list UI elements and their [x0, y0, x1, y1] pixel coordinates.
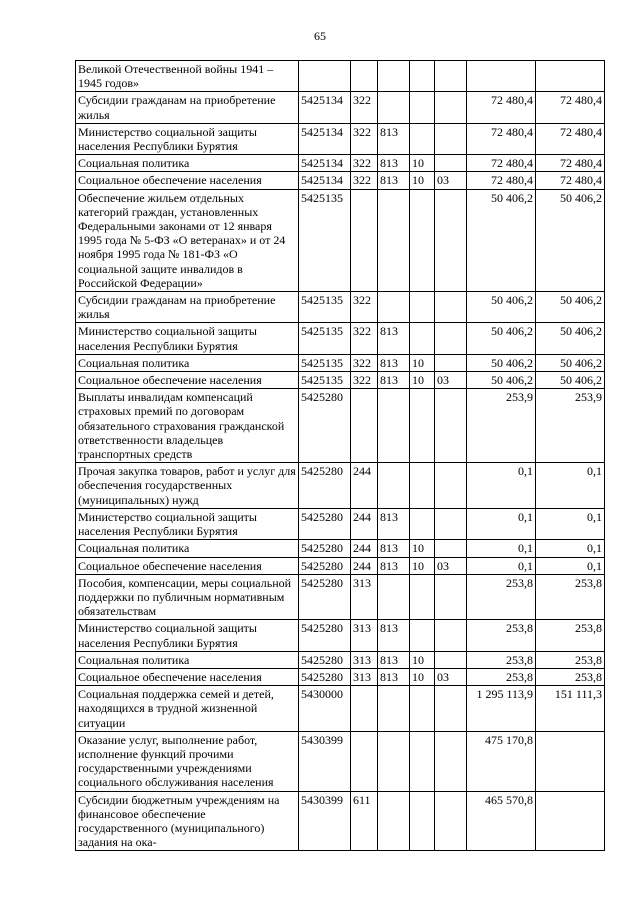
amount-year-2: 253,8 — [536, 620, 605, 651]
amount-year-1: 253,8 — [467, 574, 536, 620]
ministry-code: 813 — [378, 620, 410, 651]
row-name: Социальное обеспечение населения — [76, 557, 299, 574]
subsection-code — [435, 155, 467, 172]
amount-year-2: 253,9 — [536, 389, 605, 463]
amount-year-1: 253,9 — [467, 389, 536, 463]
expense-type-code: 322 — [351, 292, 378, 323]
ministry-code: 813 — [378, 372, 410, 389]
target-article-code — [299, 61, 351, 92]
amount-year-1: 50 406,2 — [467, 372, 536, 389]
ministry-code: 813 — [378, 123, 410, 154]
amount-year-2: 253,8 — [536, 574, 605, 620]
ministry-code — [378, 574, 410, 620]
expense-type-code: 313 — [351, 651, 378, 668]
ministry-code — [378, 61, 410, 92]
section-code — [410, 123, 435, 154]
target-article-code: 5425134 — [299, 92, 351, 123]
table-row — [76, 508, 605, 539]
ministry-code — [378, 463, 410, 509]
target-article-code: 5425280 — [299, 463, 351, 509]
row-name: Социальная политика — [76, 354, 299, 371]
row-name: Министерство социальной защиты населения Республики Бурятия — [76, 323, 299, 354]
amount-year-1: 0,1 — [467, 508, 536, 539]
expense-type-code: 244 — [351, 463, 378, 509]
row-name: Прочая закупка товаров, работ и услуг для обеспечения государственных (муниципальных) нужд — [76, 463, 299, 509]
section-code — [410, 61, 435, 92]
target-article-code: 5425135 — [299, 323, 351, 354]
amount-year-2: 151 111,3 — [536, 686, 605, 732]
expense-type-code — [351, 686, 378, 732]
ministry-code: 813 — [378, 323, 410, 354]
amount-year-1: 50 406,2 — [467, 354, 536, 371]
subsection-code — [435, 651, 467, 668]
subsection-code — [435, 508, 467, 539]
ministry-code — [378, 686, 410, 732]
section-code: 10 — [410, 668, 435, 685]
target-article-code: 5425135 — [299, 372, 351, 389]
amount-year-1: 50 406,2 — [467, 323, 536, 354]
amount-year-1 — [467, 61, 536, 92]
amount-year-2 — [536, 61, 605, 92]
expense-type-code: 313 — [351, 668, 378, 685]
ministry-code — [378, 791, 410, 851]
section-code — [410, 389, 435, 463]
expense-type-code: 244 — [351, 508, 378, 539]
ministry-code — [378, 292, 410, 323]
row-name: Субсидии гражданам на приобретение жилья — [76, 292, 299, 323]
amount-year-2: 0,1 — [536, 540, 605, 557]
ministry-code — [378, 189, 410, 291]
expense-type-code: 322 — [351, 172, 378, 189]
ministry-code: 813 — [378, 155, 410, 172]
amount-year-1: 50 406,2 — [467, 189, 536, 291]
expense-type-code: 322 — [351, 323, 378, 354]
amount-year-1: 0,1 — [467, 540, 536, 557]
ministry-code: 813 — [378, 354, 410, 371]
table-row — [76, 189, 605, 291]
row-name: Субсидии бюджетным учреждениям на финансовое обеспечение государственного (муниципального) задания на ока- — [76, 791, 299, 851]
table-row — [76, 389, 605, 463]
amount-year-2: 72 480,4 — [536, 123, 605, 154]
target-article-code: 5425135 — [299, 292, 351, 323]
table-row — [76, 574, 605, 620]
target-article-code: 5425135 — [299, 189, 351, 291]
section-code: 10 — [410, 354, 435, 371]
expense-type-code: 313 — [351, 574, 378, 620]
section-code — [410, 508, 435, 539]
amount-year-2: 50 406,2 — [536, 372, 605, 389]
table-row — [76, 731, 605, 791]
table-row — [76, 686, 605, 732]
target-article-code: 5425280 — [299, 557, 351, 574]
table-row — [76, 540, 605, 557]
table-row — [76, 651, 605, 668]
row-name: Министерство социальной защиты населения Республики Бурятия — [76, 620, 299, 651]
row-name: Социальная политика — [76, 540, 299, 557]
table-row — [76, 372, 605, 389]
amount-year-1: 72 480,4 — [467, 155, 536, 172]
amount-year-2: 253,8 — [536, 651, 605, 668]
amount-year-2: 72 480,4 — [536, 172, 605, 189]
amount-year-1: 72 480,4 — [467, 92, 536, 123]
target-article-code: 5425135 — [299, 354, 351, 371]
amount-year-2: 0,1 — [536, 508, 605, 539]
budget-table — [75, 60, 605, 851]
subsection-code — [435, 354, 467, 371]
section-code — [410, 791, 435, 851]
section-code — [410, 323, 435, 354]
table-row — [76, 791, 605, 851]
subsection-code — [435, 123, 467, 154]
amount-year-2: 50 406,2 — [536, 323, 605, 354]
amount-year-2: 72 480,4 — [536, 155, 605, 172]
row-name: Социальная поддержка семей и детей, находящихся в трудной жизненной ситуации — [76, 686, 299, 732]
expense-type-code — [351, 189, 378, 291]
row-name: Социальное обеспечение населения — [76, 172, 299, 189]
row-name: Великой Отечественной войны 1941 – 1945 годов» — [76, 61, 299, 92]
table-row — [76, 557, 605, 574]
ministry-code: 813 — [378, 557, 410, 574]
ministry-code — [378, 389, 410, 463]
amount-year-1: 253,8 — [467, 651, 536, 668]
amount-year-1: 0,1 — [467, 463, 536, 509]
target-article-code: 5430399 — [299, 731, 351, 791]
target-article-code: 5425280 — [299, 651, 351, 668]
table-row — [76, 292, 605, 323]
subsection-code — [435, 574, 467, 620]
expense-type-code — [351, 389, 378, 463]
ministry-code: 813 — [378, 508, 410, 539]
section-code — [410, 463, 435, 509]
amount-year-2: 253,8 — [536, 668, 605, 685]
section-code — [410, 686, 435, 732]
amount-year-1: 50 406,2 — [467, 292, 536, 323]
expense-type-code: 244 — [351, 557, 378, 574]
table-row — [76, 92, 605, 123]
row-name: Субсидии гражданам на приобретение жилья — [76, 92, 299, 123]
subsection-code — [435, 292, 467, 323]
expense-type-code — [351, 731, 378, 791]
amount-year-2: 50 406,2 — [536, 292, 605, 323]
subsection-code — [435, 92, 467, 123]
subsection-code — [435, 791, 467, 851]
section-code — [410, 292, 435, 323]
amount-year-1: 253,8 — [467, 668, 536, 685]
row-name: Обеспечение жильем отдельных категорий граждан, установленных Федеральными законами от 12 января 1995 года № 5-ФЗ «О ветеранах» и от 24 ноября 1995 года № 181-ФЗ «О социальной защите инвалидов в Российской Федерации» — [76, 189, 299, 291]
expense-type-code: 322 — [351, 372, 378, 389]
table-row — [76, 172, 605, 189]
target-article-code: 5425280 — [299, 389, 351, 463]
amount-year-2: 50 406,2 — [536, 354, 605, 371]
ministry-code — [378, 92, 410, 123]
table-row — [76, 61, 605, 92]
section-code: 10 — [410, 372, 435, 389]
target-article-code: 5425134 — [299, 172, 351, 189]
amount-year-2: 72 480,4 — [536, 92, 605, 123]
table-row — [76, 463, 605, 509]
amount-year-2: 0,1 — [536, 463, 605, 509]
section-code — [410, 731, 435, 791]
row-name: Оказание услуг, выполнение работ, исполнение функций прочими государственными учреждениями социального обслуживания населения — [76, 731, 299, 791]
target-article-code: 5425134 — [299, 155, 351, 172]
amount-year-2: 0,1 — [536, 557, 605, 574]
section-code — [410, 620, 435, 651]
table-row — [76, 123, 605, 154]
subsection-code — [435, 61, 467, 92]
target-article-code: 5430399 — [299, 791, 351, 851]
amount-year-1: 475 170,8 — [467, 731, 536, 791]
subsection-code — [435, 463, 467, 509]
subsection-code — [435, 189, 467, 291]
subsection-code — [435, 389, 467, 463]
expense-type-code: 244 — [351, 540, 378, 557]
expense-type-code: 322 — [351, 92, 378, 123]
expense-type-code: 322 — [351, 155, 378, 172]
subsection-code: 03 — [435, 668, 467, 685]
subsection-code — [435, 323, 467, 354]
subsection-code — [435, 540, 467, 557]
section-code: 10 — [410, 651, 435, 668]
subsection-code: 03 — [435, 557, 467, 574]
amount-year-2: 50 406,2 — [536, 189, 605, 291]
target-article-code: 5425280 — [299, 620, 351, 651]
row-name: Выплаты инвалидам компенсаций страховых премий по договорам обязательного страхования гражданской ответственности владельцев транспортных средств — [76, 389, 299, 463]
expense-type-code: 313 — [351, 620, 378, 651]
ministry-code: 813 — [378, 651, 410, 668]
target-article-code: 5425280 — [299, 668, 351, 685]
subsection-code: 03 — [435, 372, 467, 389]
row-name: Социальная политика — [76, 155, 299, 172]
row-name: Пособия, компенсации, меры социальной поддержки по публичным нормативным обязательствам — [76, 574, 299, 620]
table-row — [76, 354, 605, 371]
row-name: Социальное обеспечение населения — [76, 668, 299, 685]
subsection-code — [435, 620, 467, 651]
section-code: 10 — [410, 172, 435, 189]
ministry-code: 813 — [378, 668, 410, 685]
page-number: 65 — [314, 29, 326, 43]
table-row — [76, 668, 605, 685]
table-row — [76, 323, 605, 354]
subsection-code — [435, 686, 467, 732]
row-name: Министерство социальной защиты населения Республики Бурятия — [76, 123, 299, 154]
subsection-code: 03 — [435, 172, 467, 189]
row-name: Министерство социальной защиты населения Республики Бурятия — [76, 508, 299, 539]
section-code — [410, 574, 435, 620]
target-article-code: 5425134 — [299, 123, 351, 154]
expense-type-code: 322 — [351, 123, 378, 154]
amount-year-2 — [536, 731, 605, 791]
target-article-code: 5430000 — [299, 686, 351, 732]
section-code — [410, 92, 435, 123]
amount-year-1: 253,8 — [467, 620, 536, 651]
target-article-code: 5425280 — [299, 508, 351, 539]
ministry-code — [378, 731, 410, 791]
amount-year-1: 0,1 — [467, 557, 536, 574]
section-code: 10 — [410, 540, 435, 557]
amount-year-1: 1 295 113,9 — [467, 686, 536, 732]
expense-type-code: 322 — [351, 354, 378, 371]
amount-year-2 — [536, 791, 605, 851]
amount-year-1: 72 480,4 — [467, 172, 536, 189]
section-code: 10 — [410, 155, 435, 172]
amount-year-1: 465 570,8 — [467, 791, 536, 851]
table-row — [76, 620, 605, 651]
amount-year-1: 72 480,4 — [467, 123, 536, 154]
row-name: Социальное обеспечение населения — [76, 372, 299, 389]
table-row — [76, 155, 605, 172]
ministry-code: 813 — [378, 172, 410, 189]
section-code — [410, 189, 435, 291]
expense-type-code: 611 — [351, 791, 378, 851]
target-article-code: 5425280 — [299, 540, 351, 557]
expense-type-code — [351, 61, 378, 92]
section-code: 10 — [410, 557, 435, 574]
row-name: Социальная политика — [76, 651, 299, 668]
subsection-code — [435, 731, 467, 791]
target-article-code: 5425280 — [299, 574, 351, 620]
ministry-code: 813 — [378, 540, 410, 557]
